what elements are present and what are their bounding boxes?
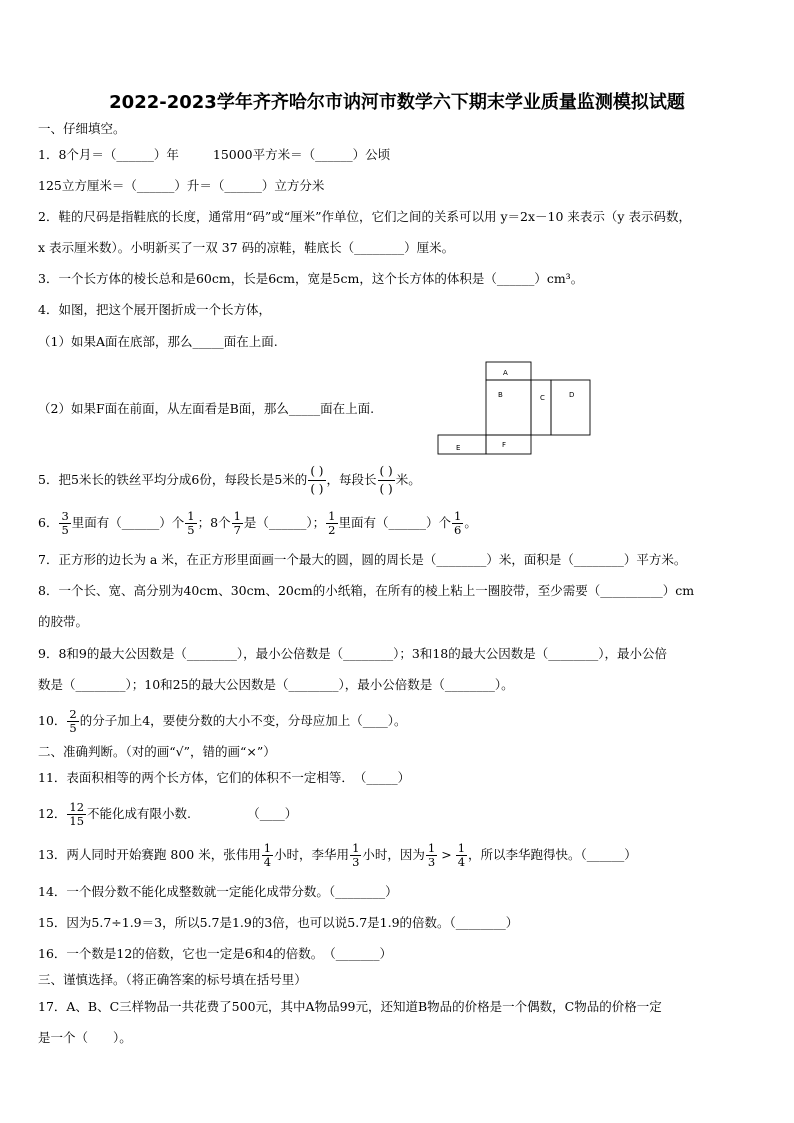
question-6-fraction-1 — [59, 510, 70, 537]
fraction-numerator: 1 — [328, 509, 336, 523]
net-label-b: B — [498, 391, 503, 399]
question-1b-text: 15000平方米＝（______）公顷 — [212, 147, 391, 162]
net-label-d: D — [569, 391, 575, 399]
question-13-fraction-2 — [350, 842, 361, 869]
greater-than-sign: > — [441, 847, 452, 862]
cuboid-net-diagram — [436, 360, 592, 456]
question-5-fraction-1-numerator: ( ) — [308, 463, 325, 481]
question-6-text-3: 是（______）； — [243, 515, 326, 530]
question-5-fraction-2-numerator: ( ) — [378, 463, 395, 481]
net-label-f: F — [502, 441, 507, 449]
fraction-numerator: 1 — [187, 509, 195, 523]
question-13-text-pre: 13．两人同时开始赛跑 800 米，张伟用 — [38, 847, 261, 862]
question-16: 16．一个数是12的倍数，它也一定是6和4的倍数。 （_______） — [38, 946, 392, 961]
fraction-numerator: 1 — [427, 841, 436, 855]
fraction-denominator: 5 — [187, 523, 195, 537]
question-5-text-mid: ，每段长 — [326, 472, 377, 487]
question-13-fraction-4 — [456, 842, 467, 869]
fraction-numerator: 12 — [69, 800, 85, 814]
question-2-line-2: x 表示厘米数）。小明新买了一双 37 码的凉鞋，鞋底长（________）厘米。 — [38, 240, 455, 255]
section-3-heading: 三、谨慎选择。（将正确答案的标号填在括号里） — [38, 972, 307, 987]
question-6-fraction-5 — [452, 510, 463, 537]
fraction-denominator: 4 — [457, 855, 466, 869]
question-12-number: 12． — [38, 806, 67, 821]
fraction-denominator: 4 — [263, 855, 272, 869]
question-12-fraction — [67, 801, 86, 828]
question-5-text-pre: 5．把5米长的铁丝平均分成6份，每段长是5米的 — [38, 472, 308, 487]
question-13-text-post: ，所以李华跑得快。（______） — [468, 847, 637, 862]
question-6-text-4: 里面有（______）个 — [338, 515, 452, 530]
question-5-text-post: 米。 — [395, 472, 421, 487]
question-6-number: 6． — [38, 515, 59, 530]
question-7: 7．正方形的边长为 a 米，在正方形里面画一个最大的圆，圆的周长是（________）米，面积是（________）平方米。 — [38, 552, 687, 567]
question-1 — [38, 146, 390, 164]
question-8-line-1: 8．一个长、宽、高分别为40cm、30cm、20cm的小纸箱，在所有的棱上粘上一圈胶带，至少需要（__________）cm — [38, 583, 695, 598]
question-5-fraction-1-denominator: ( ) — [310, 482, 324, 496]
question-13-text-1: 小时，李华用 — [274, 847, 350, 862]
question-4-part-2: （2）如果F面在前面，从左面看是B面，那么_____面在上面. — [38, 401, 375, 416]
question-12 — [38, 799, 297, 829]
fraction-denominator: 5 — [61, 523, 69, 537]
net-label-a: A — [503, 369, 508, 377]
question-9-line-1: 9．8和9的最大公因数是（________），最小公倍数是（________）；3和18的最大公因数是（________），最小公倍 — [38, 646, 667, 661]
question-4-part-1: （1）如果A面在底部，那么_____面在上面. — [38, 334, 278, 349]
question-5 — [38, 462, 421, 498]
question-17-line-1: 17．A、B、C三样物品一共花费了500元，其中A物品99元，还知道B物品的价格是一个偶数，C物品的价格一定 — [38, 999, 662, 1014]
question-1a-text: 1．8个月＝（______）年 — [38, 147, 179, 162]
fraction-numerator: 1 — [454, 509, 462, 523]
question-1c: 125立方厘米＝（______）升＝（______）立方分米 — [38, 178, 325, 193]
question-10-text: 的分子加上4，要使分数的大小不变，分母应加上（____）。 — [79, 713, 407, 728]
question-5-fraction-2-denominator: ( ) — [379, 482, 393, 496]
question-6-fraction-2 — [185, 510, 196, 537]
question-10 — [38, 706, 406, 736]
question-9-line-2: 数是（________）；10和25的最大公因数是（________），最小公倍数是（________）。 — [38, 677, 514, 692]
question-3: 3．一个长方体的棱长总和是60cm，长是6cm，宽是5cm，这个长方体的体积是（______）cm³。 — [38, 271, 584, 286]
fraction-numerator: 2 — [69, 707, 77, 721]
question-6-text-2: ；8个 — [197, 515, 231, 530]
section-2-heading: 二、准确判断。（对的画“√”，错的画“×”） — [38, 744, 276, 759]
fraction-numerator: 1 — [263, 841, 272, 855]
fraction-denominator: 6 — [454, 523, 462, 537]
question-13-text-2: 小时，因为 — [362, 847, 425, 862]
fraction-denominator: 7 — [233, 523, 241, 537]
question-6-text-1: 里面有（______）个 — [71, 515, 185, 530]
fraction-numerator: 3 — [61, 509, 69, 523]
question-11: 11．表面积相等的两个长方体，它们的体积不一定相等． （_____） — [38, 770, 411, 785]
fraction-numerator: 1 — [457, 841, 466, 855]
page-title: 2022-2023学年齐齐哈尔市讷河市数学六下期末学业质量监测模拟试题 — [109, 92, 685, 113]
fraction-denominator: 3 — [352, 855, 360, 869]
question-6-fraction-4 — [326, 510, 337, 537]
question-5-fraction-2 — [378, 463, 395, 498]
question-15: 15．因为5.7÷1.9＝3，所以5.7是1.9的3倍，也可以说5.7是1.9的倍数。（________） — [38, 915, 519, 930]
net-label-c: C — [540, 394, 545, 402]
fraction-numerator: 1 — [233, 509, 241, 523]
fraction-denominator: 15 — [69, 814, 85, 828]
fraction-denominator: 3 — [427, 855, 436, 869]
question-2-line-1: 2．鞋的尺码是指鞋底的长度，通常用“码”或“厘米”作单位，它们之间的关系可以用 y＝2x－10 来表示（y 表示码数， — [38, 209, 691, 224]
question-8-line-2: 的胶带。 — [38, 614, 89, 629]
fraction-denominator: 2 — [328, 523, 336, 537]
question-17-line-2: 是一个（ ）。 — [38, 1030, 132, 1045]
question-12-text: 不能化成有限小数. （____） — [87, 806, 298, 821]
question-13-fraction-3 — [426, 842, 437, 869]
net-label-e: E — [456, 444, 461, 452]
question-13-fraction-1 — [262, 842, 273, 869]
section-1-heading: 一、仔细填空。 — [38, 121, 126, 136]
question-4: 4．如图，把这个展开图折成一个长方体， — [38, 302, 271, 317]
fraction-denominator: 5 — [69, 721, 77, 735]
question-5-fraction-1 — [308, 463, 325, 498]
question-10-fraction — [67, 708, 78, 735]
question-14: 14．一个假分数不能化成整数就一定能化成带分数。（________） — [38, 884, 398, 899]
question-6 — [38, 508, 477, 538]
question-13 — [38, 840, 637, 870]
question-6-fraction-3 — [232, 510, 243, 537]
fraction-numerator: 1 — [352, 841, 360, 855]
question-6-text-5: 。 — [464, 515, 477, 530]
question-10-number: 10． — [38, 713, 67, 728]
